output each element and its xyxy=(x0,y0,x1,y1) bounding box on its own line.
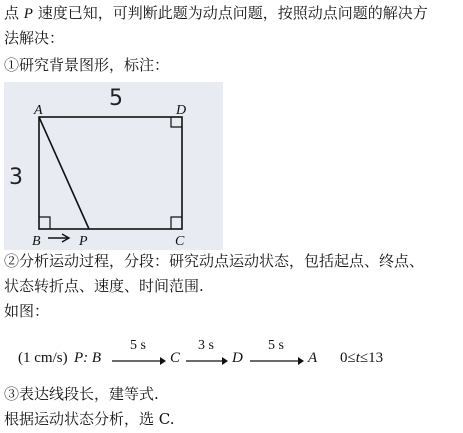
step-2-line-1: ②分析运动过程，分段：研究动点运动状态，包括起点、终点、 xyxy=(4,252,425,270)
arrow-icon xyxy=(184,354,228,366)
top-length-label: 5 xyxy=(109,86,123,111)
time-range xyxy=(340,350,383,367)
arrow-icon xyxy=(248,354,304,366)
segment-3-time: 5 s xyxy=(268,338,284,353)
right-angle-d xyxy=(171,117,182,127)
paragraph-line-1 xyxy=(4,2,428,25)
left-length-label: 3 xyxy=(9,165,23,190)
conclusion-line: 根据运动状态分析，选 C. xyxy=(4,410,175,428)
text-segment: 速度已知，可判断此题为动点问题，按照动点问题的解决方 xyxy=(32,4,428,22)
variable-p: P xyxy=(74,350,84,366)
as-shown-label: 如图： xyxy=(4,302,50,320)
paragraph-line-2: 法解决： xyxy=(4,29,65,47)
segment-2-time: 3 s xyxy=(198,338,214,353)
step-3-heading: ③表达线段长，建等式. xyxy=(4,385,159,403)
speed-label: (1 cm/s) xyxy=(18,350,68,366)
timeline-p-start xyxy=(74,350,101,367)
motion-timeline xyxy=(18,338,438,372)
variable-t: t xyxy=(355,350,360,366)
step-2-line-2: 状态转折点、速度、时间范围. xyxy=(4,277,204,295)
segment-arrow-3 xyxy=(248,338,304,366)
vertex-d-label: D xyxy=(176,103,187,118)
right-angle-c xyxy=(171,217,182,229)
text-segment: 点 xyxy=(4,4,24,22)
rectangle-abcd xyxy=(39,117,182,229)
point-d-label: D xyxy=(232,350,243,366)
segment-1-time: 5 s xyxy=(130,338,146,353)
segment-ap xyxy=(39,117,89,229)
vertex-c-label: C xyxy=(175,234,185,249)
point-c-label: C xyxy=(170,350,181,366)
step-1-heading: ①研究背景图形，标注： xyxy=(4,56,170,74)
point-b-label: : B xyxy=(83,350,102,366)
rectangle-diagram xyxy=(4,82,223,250)
vertex-b-label: B xyxy=(32,234,41,249)
segment-arrow-1 xyxy=(110,338,166,366)
range-suffix: ≤13 xyxy=(359,350,384,366)
point-p-label: P xyxy=(79,234,88,249)
arrow-icon xyxy=(110,354,166,366)
right-angle-b xyxy=(39,217,50,229)
vertex-a-label: A xyxy=(34,103,43,118)
variable-p: P xyxy=(23,6,33,22)
segment-arrow-2 xyxy=(184,338,228,366)
rectangle-figure xyxy=(4,82,223,250)
range-prefix: 0≤ xyxy=(340,350,356,366)
point-a-label: A xyxy=(308,350,318,366)
